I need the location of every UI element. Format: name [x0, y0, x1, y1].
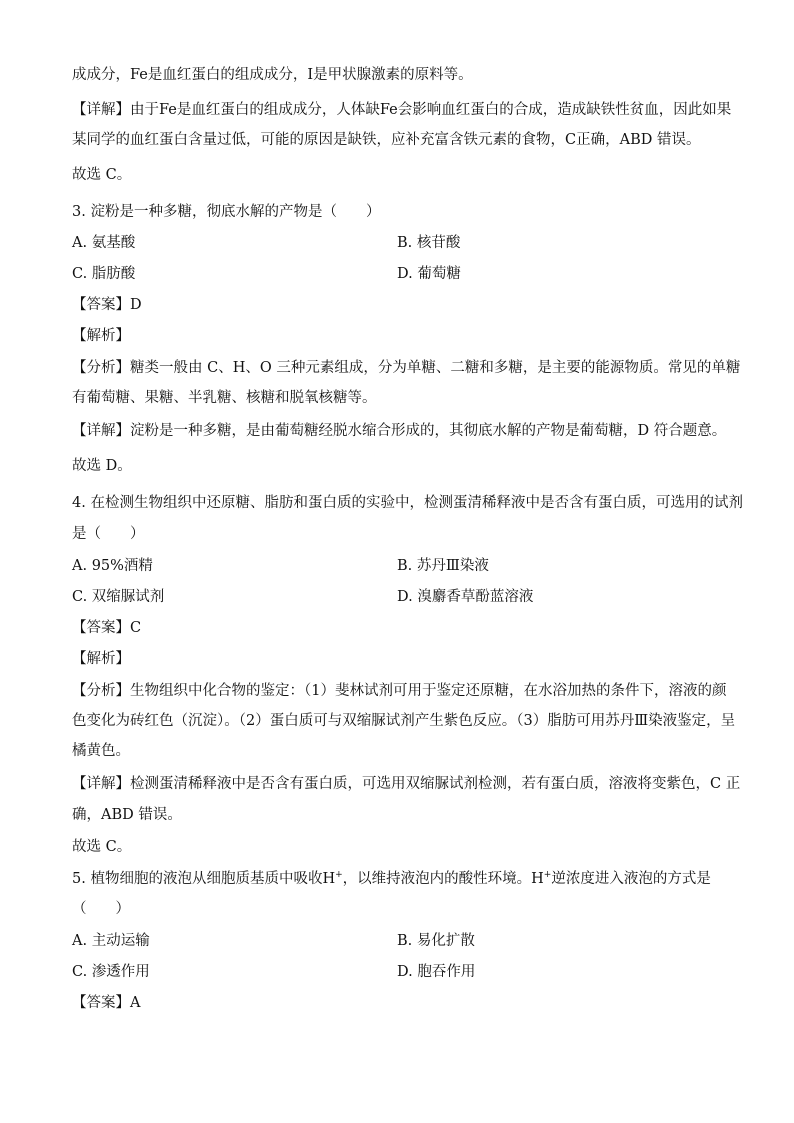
q3-option-d: D. 葡萄糖: [397, 266, 461, 282]
q3-analysis-tag: 【解析】: [72, 328, 130, 344]
q5-stem-part-c: 逆浓度进入液泡的方式是: [551, 871, 711, 887]
q3-choose: 故选 D。: [72, 458, 132, 474]
q5-stem-line-2: （ ）: [72, 901, 130, 917]
prev-detail-line-1: 【详解】由于Fe是血红蛋白的组成成分，人体缺Fe会影响血红蛋白的合成，造成缺铁性贫血，因此如果: [72, 102, 732, 118]
q3-analysis-line-2: 有葡萄糖、果糖、半乳糖、核糖和脱氧核糖等。: [72, 390, 377, 406]
q5-superscript-1: +: [335, 870, 343, 881]
q4-option-a: A. 95%酒精: [72, 558, 153, 574]
q4-stem-line-1: 4. 在检测生物组织中还原糖、脂肪和蛋白质的实验中，检测蛋清稀释液中是否含有蛋白质，可选用的试剂: [72, 495, 743, 511]
q5-option-b: B. 易化扩散: [397, 933, 475, 949]
q4-option-c: C. 双缩脲试剂: [72, 589, 165, 605]
q4-option-b: B. 苏丹Ⅲ染液: [397, 558, 489, 574]
q5-option-a: A. 主动运输: [72, 933, 150, 949]
q3-option-a: A. 氨基酸: [72, 235, 136, 251]
q5-stem-line-1: [72, 870, 711, 888]
q3-analysis-line-1: 【分析】糖类一般由 C、H、O 三种元素组成，分为单糖、二糖和多糖，是主要的能源物质。常见的单糖: [72, 360, 741, 376]
q4-detail-line-2: 确，ABD 错误。: [72, 807, 182, 823]
prev-choose: 故选 C。: [72, 167, 132, 183]
q3-detail: 【详解】淀粉是一种多糖，是由葡萄糖经脱水缩合形成的，其彻底水解的产物是葡萄糖，D 符合题意。: [72, 423, 727, 439]
prev-detail-line-2: 某同学的血红蛋白含量过低，可能的原因是缺铁，应补充富含铁元素的食物，C正确，ABD 错误。: [72, 132, 701, 148]
q3-option-b: B. 核苷酸: [397, 235, 461, 251]
prev-answer-text: 成成分，Fe是血红蛋白的组成成分，I是甲状腺激素的原料等。: [72, 67, 473, 83]
q5-stem-part-b: ，以维持液泡内的酸性环境。H: [342, 871, 544, 887]
q4-stem-line-2: 是（ ）: [72, 526, 145, 542]
q5-stem-part-a: 5. 植物细胞的液泡从细胞质基质中吸收H: [72, 871, 336, 887]
q5-option-c: C. 渗透作用: [72, 964, 150, 980]
q5-option-d: D. 胞吞作用: [397, 964, 476, 980]
q3-stem: 3. 淀粉是一种多糖，彻底水解的产物是（ ）: [72, 204, 381, 220]
q4-analysis-line-1: 【分析】生物组织中化合物的鉴定：（1）斐林试剂可用于鉴定还原糖，在水浴加热的条件下，溶液的颜: [72, 683, 727, 699]
q4-answer: 【答案】C: [72, 620, 142, 636]
q4-analysis-tag: 【解析】: [72, 651, 130, 667]
q3-option-c: C. 脂肪酸: [72, 266, 136, 282]
q4-analysis-line-2: 色变化为砖红色（沉淀）。（2）蛋白质可与双缩脲试剂产生紫色反应。（3）脂肪可用苏丹Ⅲ染液鉴定，呈: [72, 713, 736, 729]
q4-choose: 故选 C。: [72, 839, 132, 855]
q3-answer: 【答案】D: [72, 297, 142, 313]
q5-superscript-2: +: [543, 870, 552, 881]
q4-detail-line-1: 【详解】检测蛋清稀释液中是否含有蛋白质，可选用双缩脲试剂检测，若有蛋白质，溶液将变紫色，C 正: [72, 776, 741, 792]
q5-answer: 【答案】A: [72, 995, 141, 1011]
q4-option-d: D. 溴麝香草酚蓝溶液: [397, 589, 534, 605]
q4-analysis-line-3: 橘黄色。: [72, 743, 130, 759]
